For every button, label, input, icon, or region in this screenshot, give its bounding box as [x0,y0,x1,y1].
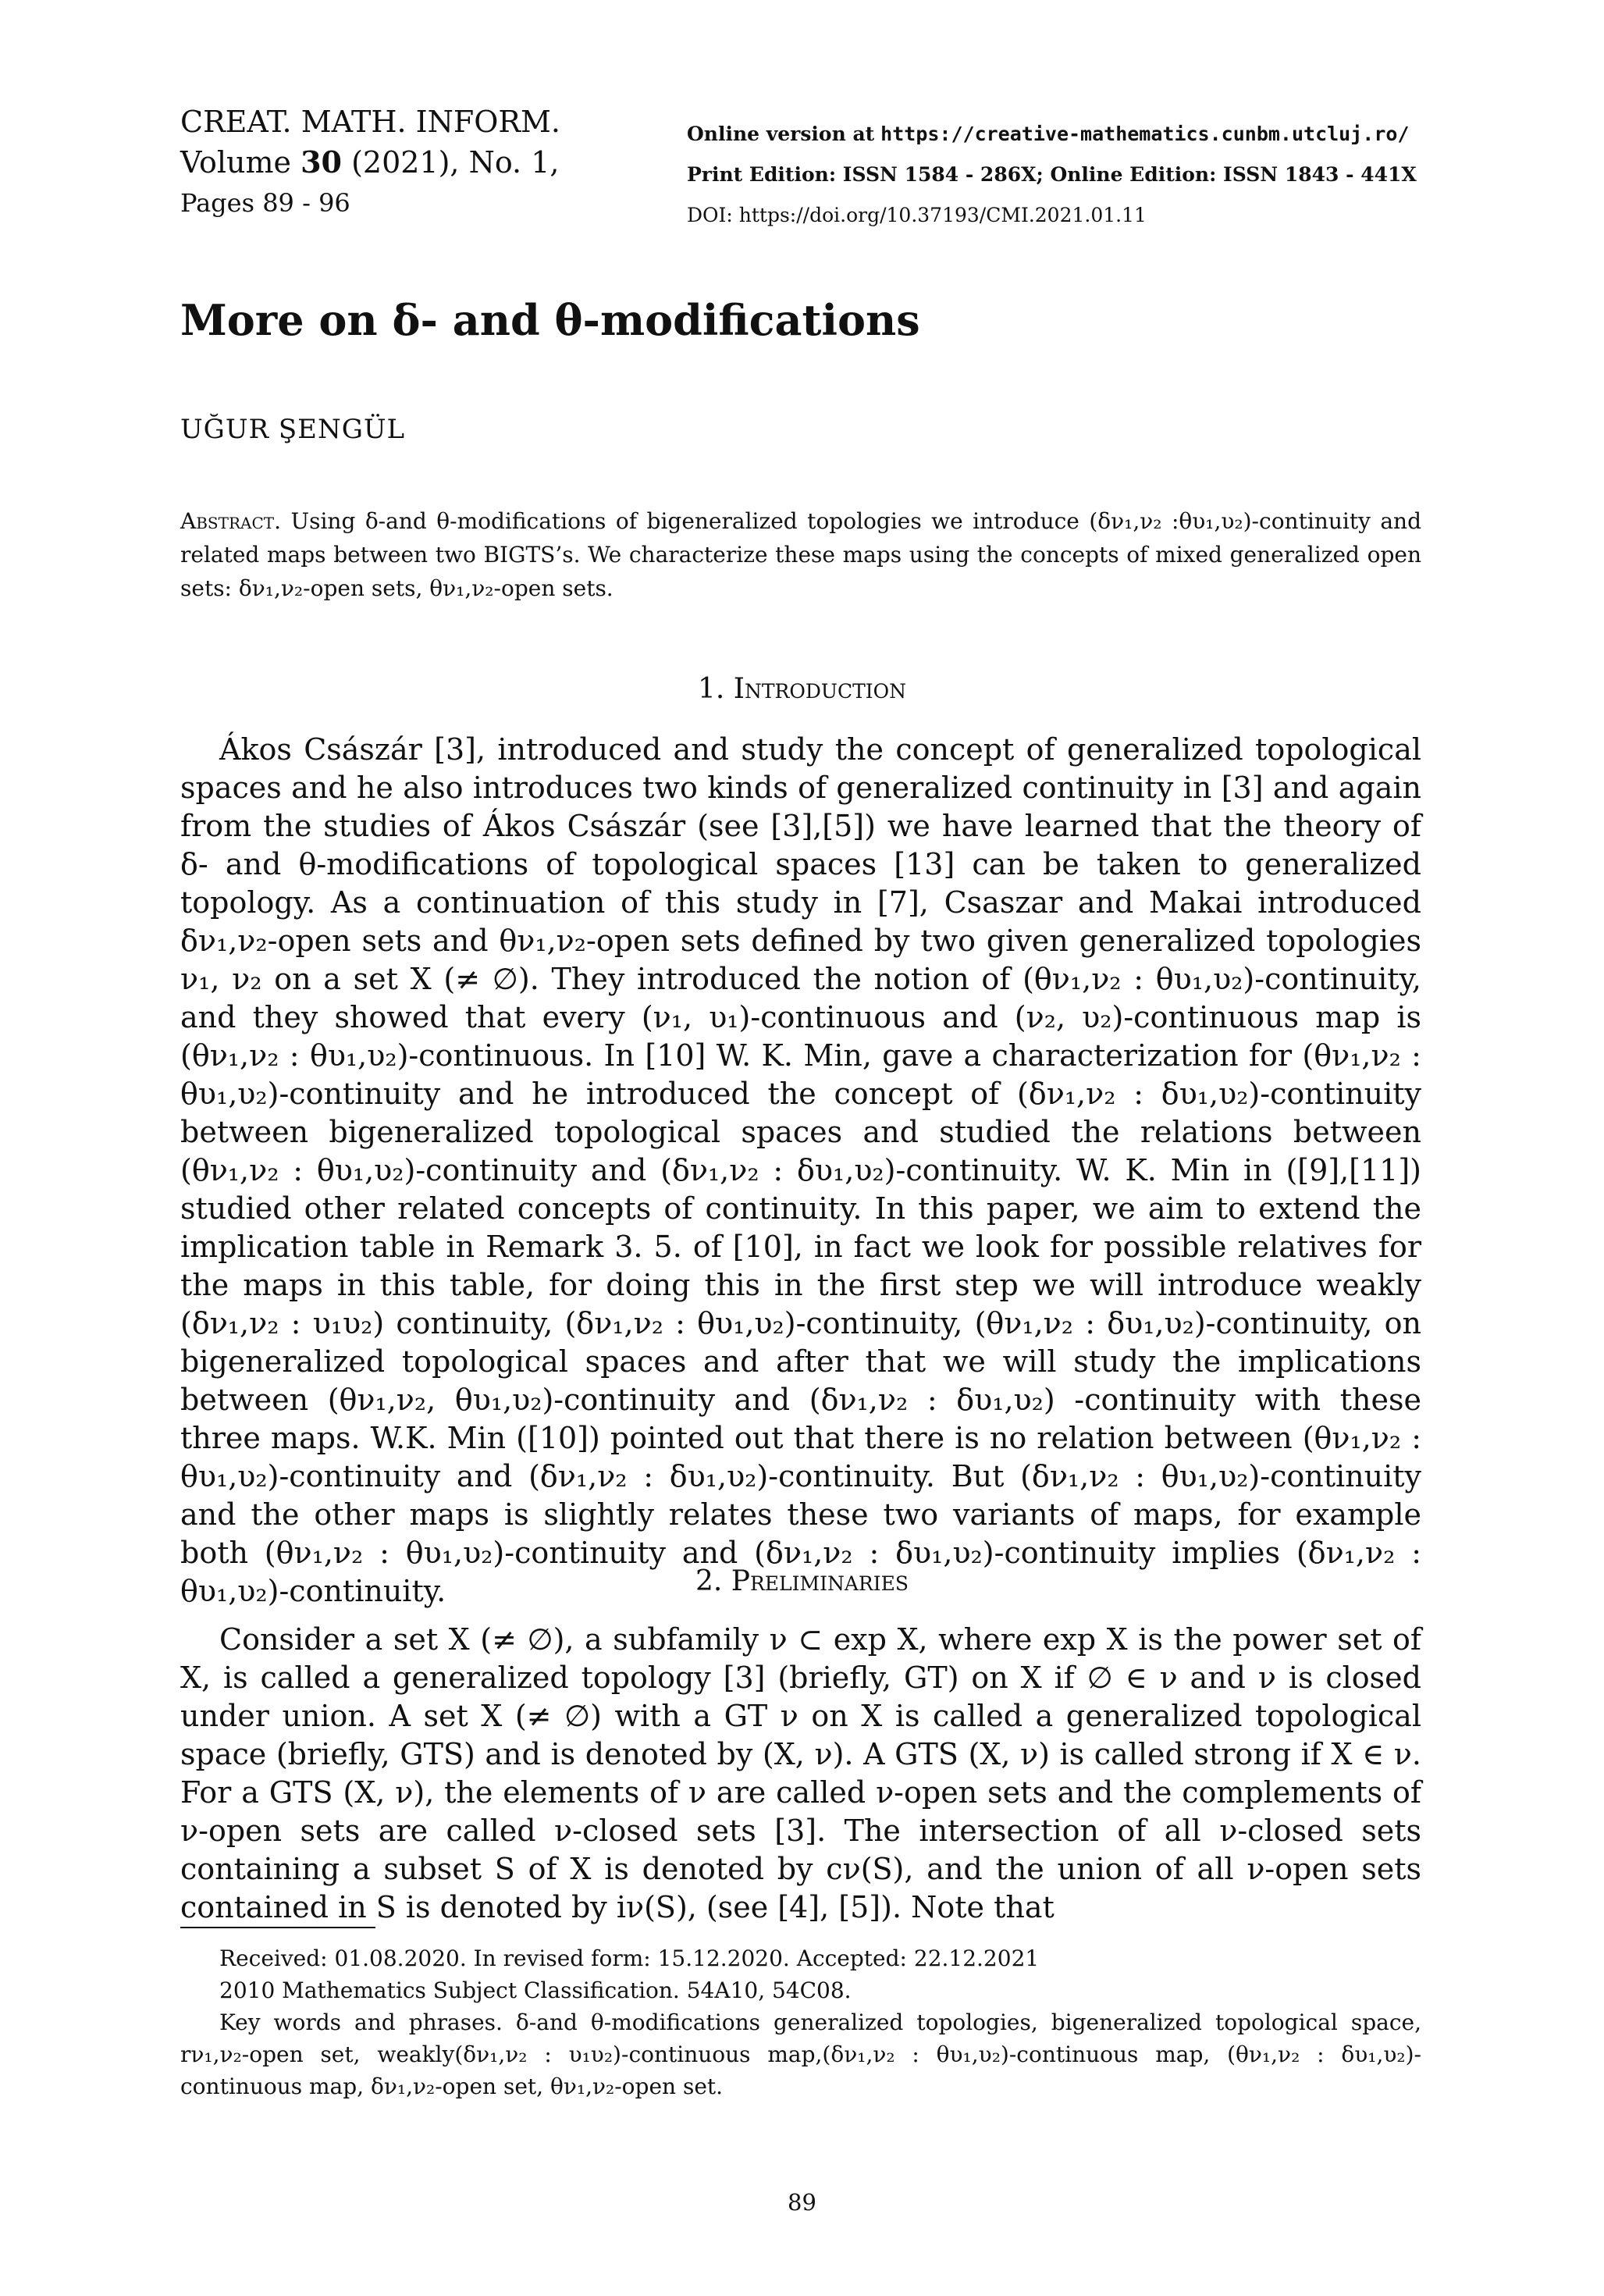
volume-suffix: (2021), No. 1, [351,145,560,180]
section-heading-introduction: 1. Introduction [697,673,907,705]
journal-header-right [687,114,1417,236]
paper-title: More on δ- and θ-modifications [180,295,920,345]
footnote-divider [180,1927,375,1928]
online-version-line [687,114,1417,155]
footnote-keywords: Key words and phrases. δ-and θ-modifications generalized topologies, bigeneralized topological space, rν₁,ν₂-open set, weakly(δν₁,ν₂ : υ₁υ₂)-continuous map,(δν₁,ν₂ : θυ₁,υ₂)-continuous map, (θν₁,ν₂ : δυ₁,υ₂)-continuous map, δν₁,ν₂-open set, θν₁,ν₂-open set. [180,2009,1421,2099]
page-range: Pages 89 - 96 [180,188,350,218]
footnote-msc: 2010 Mathematics Subject Classification. 54A10, 54C08. [219,1977,852,2003]
author-name: UĞUR ŞENGÜL [180,414,406,445]
preliminaries-body [180,1621,1421,1927]
abstract [180,504,1421,605]
preliminaries-paragraph: Consider a set X (≠ ∅), a subfamily ν ⊂ exp X, where exp X is the power set of X, is called a generalized topology [3] (briefly, GT) on X if ∅ ∈ ν and ν is closed under union. A set X (≠ ∅) with a GT ν on X is called a generalized topological space (briefly, GTS) and is denoted by (X, ν). A GTS (X, ν) is called strong if X ∈ ν. For a GTS (X, ν), the elements of ν are called ν-open sets and the complements of ν-open sets are called ν-closed sets [3]. The intersection of all ν-closed sets containing a subset S of X is denoted by cν(S), and the union of all ν-open sets contained in S is denoted by iν(S), (see [4], [5]). Note that [180,1622,1421,1924]
introduction-body [180,731,1421,1611]
volume-prefix: Volume [180,145,291,180]
abstract-text: Using δ-and θ-modifications of bigeneralized topologies we introduce (δν₁,ν₂ :θυ₁,υ₂)-continuity and related maps between two BIGTS’s. We characterize these maps using the concepts of mixed generalized open sets: δν₁,ν₂-open sets, θν₁,ν₂-open sets. [180,508,1422,601]
doi-link[interactable]: DOI: https://doi.org/10.37193/CMI.2021.01.11 [687,204,1147,226]
volume-number: 30 [301,144,342,180]
online-label: Online version at [687,123,875,145]
introduction-paragraph: Ákos Császár [3], introduced and study the concept of generalized topological spaces and he also introduces two kinds of generalized continuity in [3] and again from the studies of Ákos Császár (see [3],[5]) we have learned that the theory of δ- and θ-modifications of topological spaces [13] can be taken to generalized topology. As a continuation of this study in [7], Csaszar and Makai introduced δν₁,ν₂-open sets and θν₁,ν₂-open sets defined by two given generalized topologies ν₁, ν₂ on a set X (≠ ∅). They introduced the notion of (θν₁,ν₂ : θυ₁,υ₂)-continuity, and they showed that every (ν₁, υ₁)-continuous and (ν₂, υ₂)-continuous map is (θν₁,ν₂ : θυ₁,υ₂)-continuous. In [10] W. K. Min, gave a characterization for (θν₁,ν₂ : θυ₁,υ₂)-continuity and he introduced the concept of (δν₁,ν₂ : δυ₁,υ₂)-continuity between bigeneralized topological spaces and studied the relations between (θν₁,ν₂ : θυ₁,υ₂)-continuity and (δν₁,ν₂ : δυ₁,υ₂)-continuity. W. K. Min in ([9],[11]) studied other related concepts of continuity. In this paper, we aim to extend the implication table in Remark 3. 5. of [10], in fact we look for possible relatives for the maps in this table, for doing this in the first step we will introduce weakly (δν₁,ν₂ : υ₁υ₂) continuity, (δν₁,ν₂ : θυ₁,υ₂)-continuity, (θν₁,ν₂ : δυ₁,υ₂)-continuity, on bigeneralized topological spaces and after that we will study the implications between (θν₁,ν₂, θυ₁,υ₂)-continuity and (δν₁,ν₂ : δυ₁,υ₂) -continuity with these three maps. W.K. Min ([10]) pointed out that there is no relation between (θν₁,ν₂ : θυ₁,υ₂)-continuity and (δν₁,ν₂ : δυ₁,υ₂)-continuity. But (δν₁,ν₂ : θυ₁,υ₂)-continuity and the other maps is slightly relates these two variants of maps, for example both (θν₁,ν₂ : θυ₁,υ₂)-continuity and (δν₁,ν₂ : δυ₁,υ₂)-continuity implies (δν₁,ν₂ : θυ₁,υ₂)-continuity. [180,732,1421,1608]
journal-name: CREAT. MATH. INFORM. [180,105,561,139]
abstract-label: Abstract. [180,508,282,534]
issn-line: Print Edition: ISSN 1584 - 286X; Online Edition: ISSN 1843 - 441X [687,163,1417,186]
online-url-link[interactable]: https://creative-mathematics.cunbm.utcluj.ro/ [880,123,1410,145]
footnotes [180,1942,1421,2102]
volume-line [180,142,560,183]
section-heading-preliminaries: 2. Preliminaries [695,1565,909,1597]
footnote-received: Received: 01.08.2020. In revised form: 15.12.2020. Accepted: 22.12.2021 [219,1945,1040,1971]
journal-header-left [180,101,560,223]
page-number: 89 [788,2189,816,2216]
